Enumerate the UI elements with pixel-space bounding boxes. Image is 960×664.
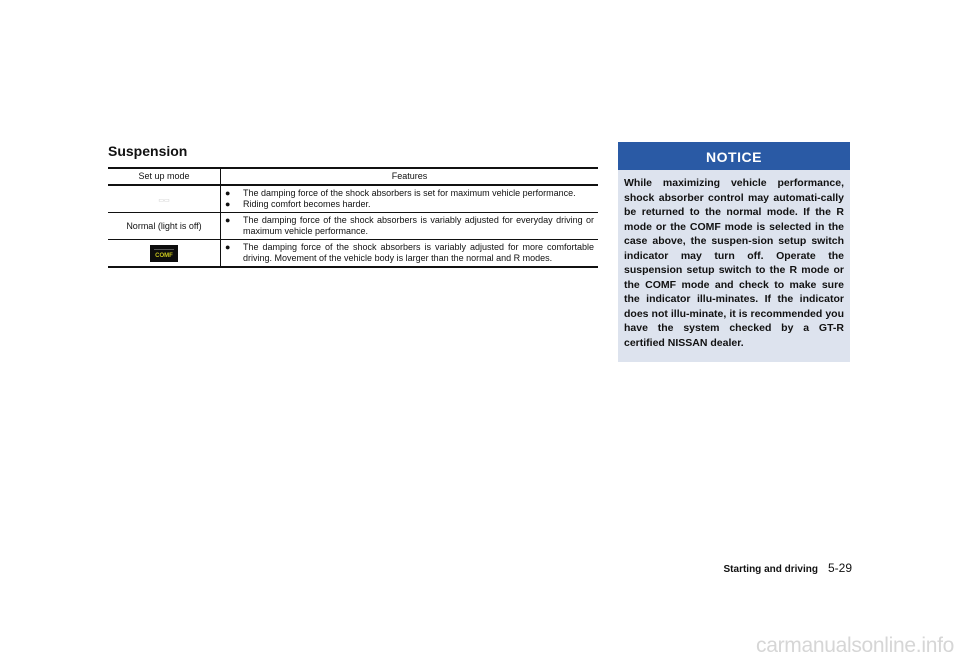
notice-body: While maximizing vehicle performance, shock absorber control may automati-cally be returned to the normal mode. If the R mode or the COMF mode is selected in the case above, the suspen-sion setup switch indicator may turn off. Operate the suspension setup switch to the R mode or the COMF mode and check to make sure the indicator illu-minates. If the indicator does not illu-minate, it is recommended you have the system checked by a GT-R certified NISSAN dealer.: [624, 177, 844, 349]
bullet-icon: ●: [225, 199, 231, 209]
feature-text: The damping force of the shock absorbers is variably adjusted for everyday driving or maximum vehicle performance.: [243, 215, 594, 236]
features-cell: [221, 185, 599, 213]
notice-title: NOTICE: [618, 142, 850, 170]
feature-text: The damping force of the shock absorbers is set for maximum vehicle performance.: [243, 188, 576, 198]
comf-mode-indicator-icon: [150, 245, 178, 262]
table-row: [108, 240, 598, 268]
section-title: Suspension: [108, 143, 188, 159]
table-header-row: [108, 168, 598, 185]
features-cell: [221, 240, 599, 268]
mode-cell: [108, 240, 221, 268]
features-cell: [221, 213, 599, 240]
suspension-modes-table: [108, 167, 598, 268]
watermark: carmanualsonline.info: [756, 634, 954, 657]
page-footer: [600, 561, 852, 575]
bullet-icon: ●: [225, 242, 231, 252]
column-header-features: Features: [221, 168, 599, 185]
feature-item: [223, 242, 594, 264]
feature-item: [223, 188, 594, 199]
comf-indicator-label: COMF: [155, 252, 173, 259]
r-mode-indicator-icon: ▭▭: [158, 197, 170, 204]
feature-item: [223, 215, 594, 237]
table-row: [108, 213, 598, 240]
bullet-icon: ●: [225, 188, 231, 198]
table-row: [108, 185, 598, 213]
indicator-bar: [154, 249, 174, 250]
feature-text: Riding comfort becomes harder.: [243, 199, 371, 209]
bullet-icon: ●: [225, 215, 231, 225]
column-header-setup-mode: Set up mode: [108, 168, 221, 185]
notice-box: [618, 142, 850, 362]
chapter-title: Starting and driving: [723, 564, 818, 575]
page-number: 5-29: [827, 561, 852, 575]
feature-item: [223, 199, 594, 210]
mode-cell: Normal (light is off): [108, 213, 221, 240]
mode-cell: [108, 185, 221, 213]
feature-text: The damping force of the shock absorbers is variably adjusted for more comfortable driving. Movement of the vehicle body is larger than the normal and R modes.: [243, 242, 594, 263]
